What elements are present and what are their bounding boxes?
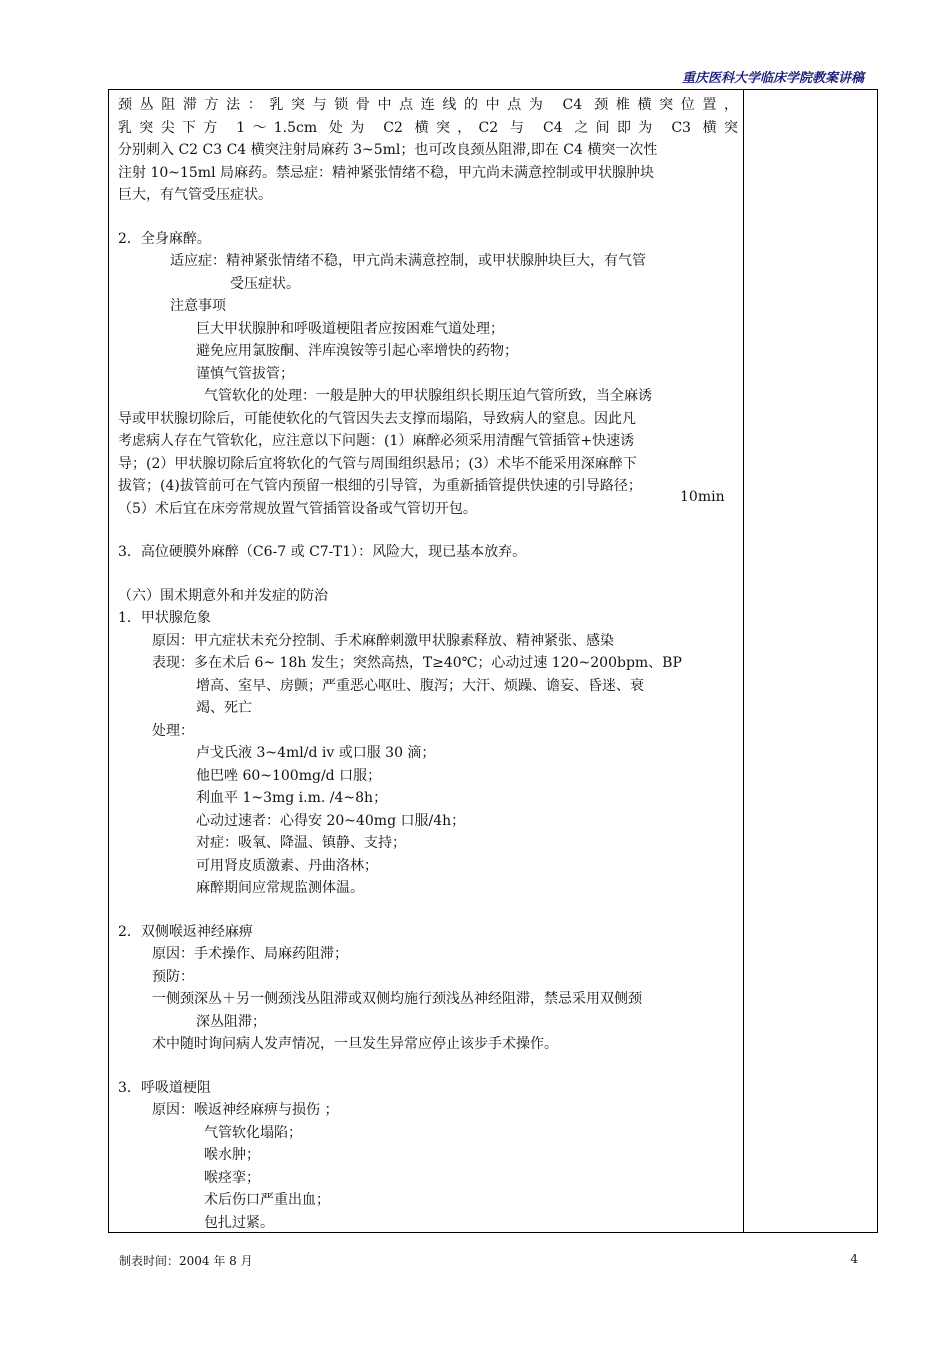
text-line: 气管软化塌陷； <box>204 1124 302 1141</box>
text-line: 2．全身麻醉。 <box>118 230 211 247</box>
text-line: 注意事项 <box>170 298 226 314</box>
text-line: 1．甲状腺危象 <box>118 610 211 626</box>
text-line: 包扎过紧。 <box>204 1214 274 1231</box>
text-line: 受压症状。 <box>230 275 300 292</box>
text-line: 适应症：精神紧张情绪不稳，甲亢尚未满意控制，或甲状腺肿块巨大，有气管 <box>170 253 646 269</box>
text-line: 颈丛阻滞方法：乳突与锁骨中点连线的中点为 C4 颈椎横突位置， <box>118 97 738 113</box>
text-line: 导；(2）甲状腺切除后宜将软化的气管与周围组织悬吊；(3）术毕不能采用深麻醉下 <box>118 455 637 472</box>
text-line: 2．双侧喉返神经麻痹 <box>118 923 253 940</box>
document-header-title: 重庆医科大学临床学院教案讲稿 <box>681 71 864 86</box>
footer-date: 制表时间：2004 年 8 月 <box>119 1254 253 1268</box>
text-line: 巨大甲状腺肿和呼吸道梗阻者应按困难气道处理； <box>196 320 504 337</box>
paragraph-gap <box>118 564 738 585</box>
lesson-content <box>118 94 738 1234</box>
text-line: 对症：吸氧、降温、镇静、支持； <box>196 835 406 851</box>
paragraph-gap <box>118 520 738 541</box>
text-line: 原因：喉返神经麻痹与损伤 ； <box>152 1102 339 1118</box>
text-line: 乳突尖下方 1～1.5cm 处为 C2 横突，C2 与 C4 之间即为 C3 横突 <box>118 119 738 136</box>
text-line: 喉水肿； <box>204 1147 260 1163</box>
paragraph-gap <box>118 900 738 921</box>
text-line: 分别刺入 C2 C3 C4 横突注射局麻药 3~5ml；也可改良颈丛阻滞,即在 C4 横突一次性 <box>118 142 658 158</box>
text-line: 原因：甲亢症状未充分控制、手术麻醉刺激甲状腺素释放、精神紧张、感染 <box>152 632 614 649</box>
text-line: 处理： <box>152 722 194 739</box>
text-line: 3．呼吸道梗阻 <box>118 1079 211 1096</box>
text-line: 拔管；(4)拔管前可在气管内预留一根细的引导管，为重新插管提供快速的引导路径； <box>118 478 642 494</box>
text-line: 3．高位硬膜外麻醉（C6-7 或 C7-T1）：风险大，现已基本放弃。 <box>118 544 527 560</box>
text-line: 可用肾皮质激素、丹曲洛林； <box>196 857 378 874</box>
text-line: 气管软化的处理：一般是肿大的甲状腺组织长期压迫气管所致，当全麻诱 <box>204 388 652 404</box>
text-line: 利血平 1~3mg i.m. /4~8h； <box>196 790 388 806</box>
text-line: 竭、死亡 <box>196 700 252 716</box>
page-number: 4 <box>850 1252 858 1266</box>
text-line: 喉痉挛； <box>204 1169 260 1186</box>
text-line: 预防： <box>152 968 194 985</box>
text-line: 增高、室早、房颤；严重恶心呕吐、腹泻；大汗、烦躁、谵妄、昏迷、衰 <box>196 677 644 694</box>
column-divider <box>743 90 744 1232</box>
text-line: 术中随时询问病人发声情况，一旦发生异常应停止该步手术操作。 <box>152 1036 558 1052</box>
text-line: 避免应用氯胺酮、泮库溴铵等引起心率增快的药物； <box>196 343 518 359</box>
text-line: （5）术后宜在床旁常规放置气管插管设备或气管切开包。 <box>118 500 477 517</box>
text-line: 一侧颈深丛＋另一侧颈浅丛阻滞或双侧均施行颈浅丛神经阻滞，禁忌采用双侧颈 <box>152 991 642 1007</box>
text-line: 他巴唑 60~100mg/d 口服； <box>196 767 382 784</box>
text-line: 注射 10~15ml 局麻药。禁忌症：精神紧张情绪不稳，甲亢尚未满意控制或甲状腺肿块 <box>118 164 655 181</box>
text-line: 谨慎气管拔管； <box>196 365 294 382</box>
text-line: 术后伤口严重出血； <box>204 1192 330 1208</box>
text-line: 表现：多在术后 6~ 18h 发生；突然高热，T≥40℃；心动过速 120~200bpm、BP <box>152 655 682 671</box>
text-line: 导或甲状腺切除后，可能使软化的气管因失去支撑而塌陷，导致病人的窒息。因此凡 <box>118 410 636 427</box>
text-line: 深丛阻滞； <box>196 1013 266 1030</box>
text-line: 心动过速者：心得安 20~40mg 口服/4h； <box>196 812 466 829</box>
paragraph-gap <box>118 207 738 228</box>
text-line: 原因：手术操作、局麻药阻滞； <box>152 946 348 962</box>
text-line: 考虑病人存在气管软化，应注意以下问题：(1）麻醉必须采用清醒气管插管+快速诱 <box>118 433 635 449</box>
lesson-table <box>108 89 878 1233</box>
paragraph-gap <box>118 1056 738 1077</box>
time-allocation: 10min <box>680 489 725 505</box>
text-line: 巨大，有气管受压症状。 <box>118 187 272 203</box>
text-line: 卢戈氏液 3~4ml/d iv 或口服 30 滴； <box>196 745 436 761</box>
text-line: （六）围术期意外和并发症的防治 <box>118 587 328 604</box>
text-line: 麻醉期间应常规监测体温。 <box>196 880 364 896</box>
